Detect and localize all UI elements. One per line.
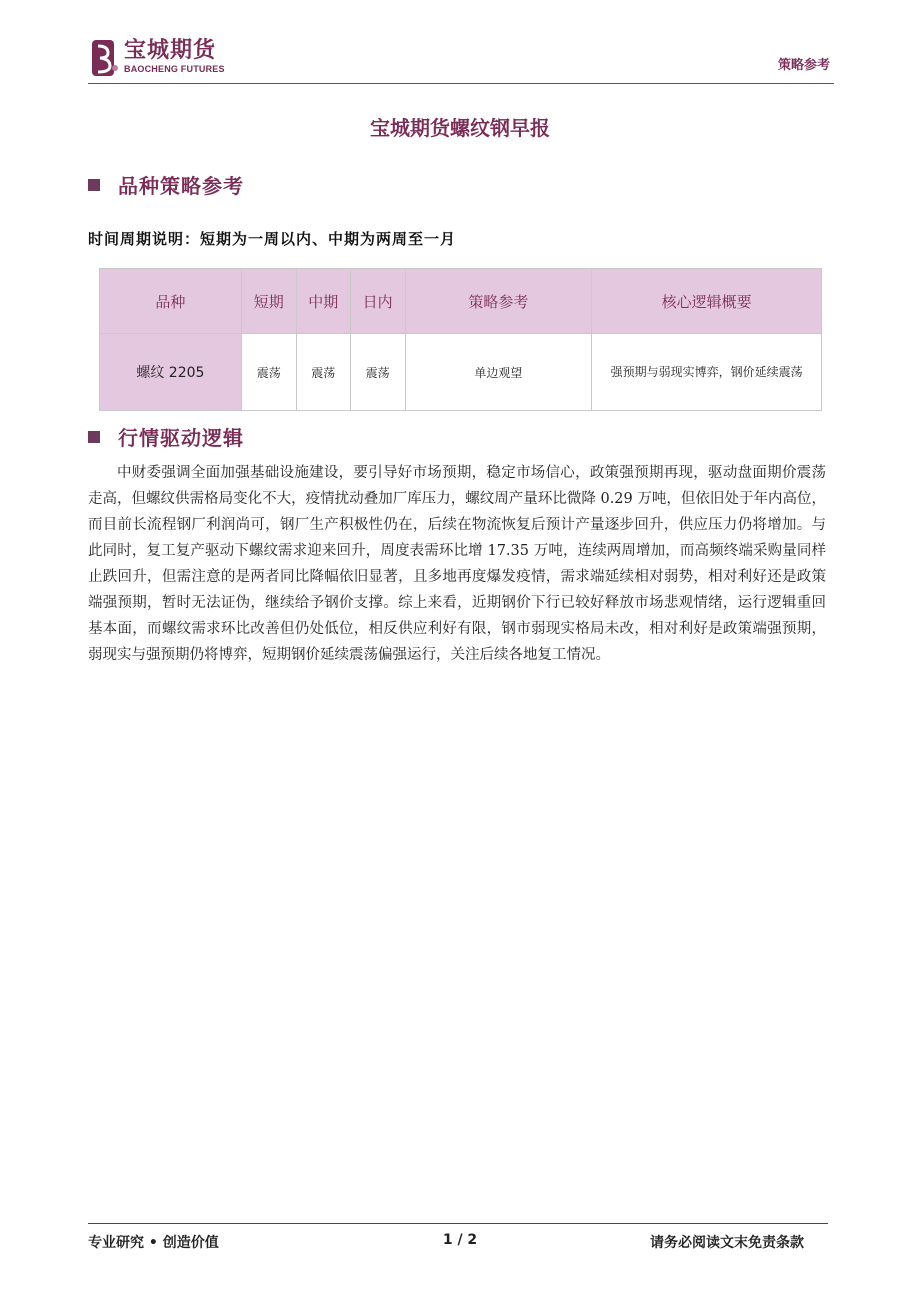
square-bullet-icon xyxy=(88,431,100,443)
column-header: 策略参考 xyxy=(405,269,592,334)
company-logo xyxy=(90,38,225,78)
logo-brand-en: BAOCHENG FUTURES xyxy=(124,64,225,74)
column-header: 短期 xyxy=(241,269,296,334)
section-heading-strategy xyxy=(88,170,244,199)
square-bullet-icon xyxy=(88,179,100,191)
column-header: 品种 xyxy=(100,269,242,334)
logo-brand-cn: 宝城期货 xyxy=(124,38,217,63)
section-title: 品种策略参考 xyxy=(118,174,244,198)
cell-variety: 螺纹 2205 xyxy=(100,334,242,411)
logo-emblem-icon xyxy=(90,38,120,78)
column-header: 核心逻辑概要 xyxy=(592,269,822,334)
table-header-row xyxy=(100,269,822,334)
footer-divider xyxy=(88,1223,828,1224)
column-header: 中期 xyxy=(296,269,350,334)
page-header xyxy=(88,38,834,84)
footer-disclaimer-note: 请务必阅读文末免责条款 xyxy=(650,1235,804,1251)
cell-core-logic: 强预期与弱现实博弈，钢价延续震荡 xyxy=(592,334,822,411)
page-number: 1 / 2 xyxy=(442,1232,478,1248)
header-category: 策略参考 xyxy=(777,58,830,73)
section-heading-logic xyxy=(88,422,244,451)
cell-strategy: 单边观望 xyxy=(405,334,592,411)
strategy-table xyxy=(99,268,822,411)
cell-intraday: 震荡 xyxy=(350,334,405,411)
period-note: 时间周期说明：短期为一周以内、中期为两周至一月 xyxy=(88,230,457,248)
header-divider xyxy=(88,83,834,84)
table-row xyxy=(100,334,822,411)
document-title: 宝城期货螺纹钢早报 xyxy=(370,116,550,140)
footer-slogan: 专业研究 • 创造价值 xyxy=(88,1235,219,1251)
cell-mid-term: 震荡 xyxy=(296,334,350,411)
section-title: 行情驱动逻辑 xyxy=(118,426,244,450)
cell-short-term: 震荡 xyxy=(241,334,296,411)
column-header: 日内 xyxy=(350,269,405,334)
market-logic-paragraph: 中财委强调全面加强基础设施建设，要引导好市场预期，稳定市场信心，政策强预期再现，驱动盘面期价震荡走高，但螺纹供需格局变化不大，疫情扰动叠加厂库压力，螺纹周产量环比微降 0.29 万吨，但依旧处于年内高位，而目前长流程钢厂利润尚可，钢厂生产积极性仍在，后续在物流恢复后预计产量逐步回升，供应压力仍将增加。与此同时，复工复产驱动下螺纹需求迎来回升，周度表需环比增 17.35 万吨，连续两周增加，而高频终端采购量同样止跌回升，但需注意的是两者同比降幅依旧显著，且多地再度爆发疫情，需求端延续相对弱势，相对利好还是政策端强预期，暂时无法证伪，继续给予钢价支撑。综上来看，近期钢价下行已较好释放市场悲观情绪，运行逻辑重回基本面，而螺纹需求环比改善但仍处低位，相反供应利好有限，钢市弱现实格局未改，相对利好是政策端强预期，弱现实与强预期仍将博弈，短期钢价延续震荡偏强运行，关注后续各地复工情况。 xyxy=(88,465,826,663)
